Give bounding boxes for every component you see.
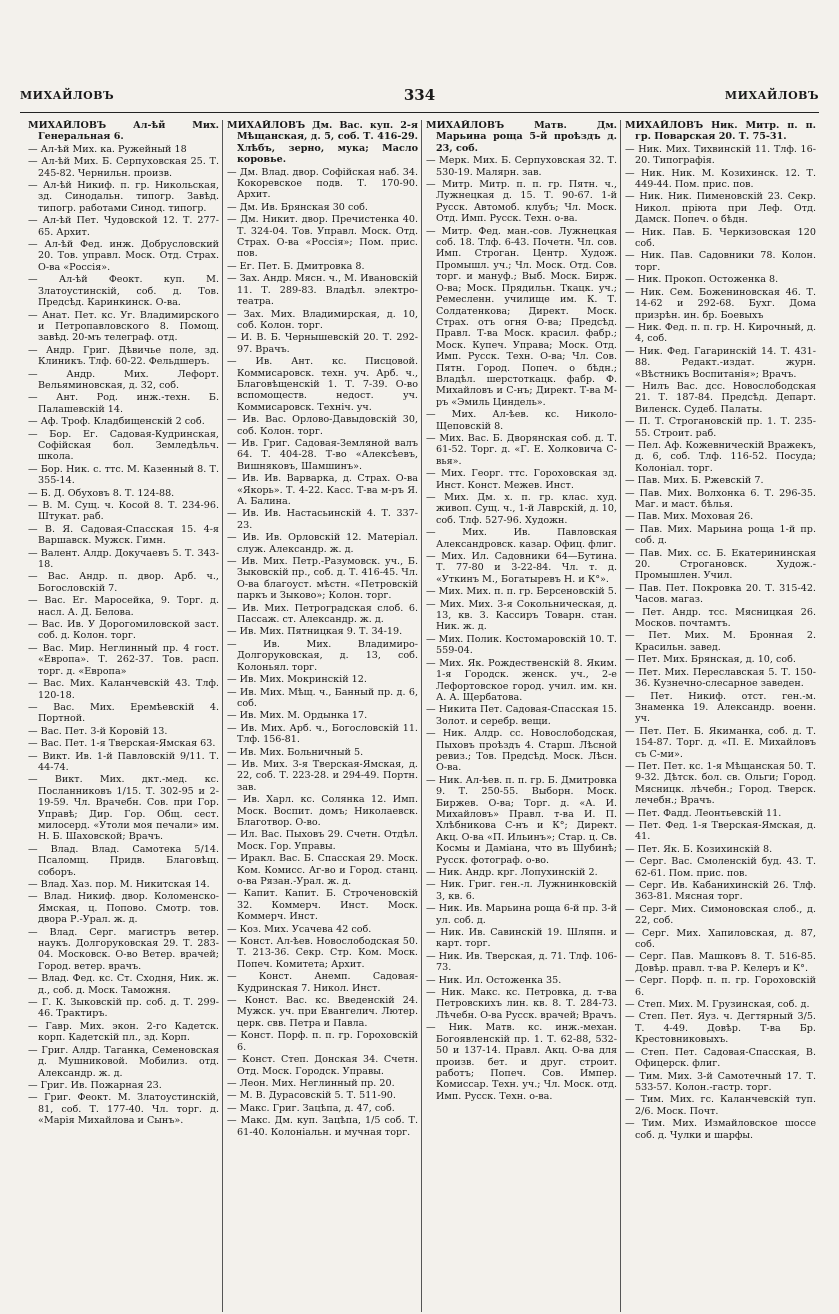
directory-entry: — Ник. Ив. Тверская, д. 71. Тлф. 106-73.: [426, 950, 617, 974]
directory-entry: — Ив. Григ. Садовая-Земляной валъ 64. Т. 404-28. Т-во «Алексѣевъ, Вишняковъ, Шамшинъ».: [227, 437, 418, 472]
directory-entry: — Б. Д. Обуховъ 8. Т. 124-88.: [28, 487, 175, 499]
directory-entry: — Ив. Мих. Арб. ч., Богословскій 11. Тлф. 156-81.: [227, 722, 418, 746]
directory-entry: — М. В. Дурасовскій 5. Т. 511-90.: [227, 1090, 396, 1102]
directory-entry: — Ник. Ник. М. Козихинск. 12. Т. 449-44. Пом. прис. пов.: [625, 167, 816, 191]
directory-entry: — Мих. Ал-ѣев. кс. Николо-Щеповскій 8.: [426, 409, 617, 432]
directory-entry: — Ив. Ив. Варварка, д. Страх. О-ва «Якорь». Т. 4-22. Касс. Т-ва м-ръ Я. А. Балина.: [227, 473, 418, 507]
running-head-right: МИХАЙЛОВЪ: [724, 89, 819, 102]
directory-entry: — Григ. Ив. Пожарная 23.: [28, 1079, 162, 1091]
directory-entry: — Степ. Пет. Яуз. ч. Дегтярный 3/5. Т. 4-49. Довѣр. Т-ва Бр. Крестовниковыхъ.: [625, 1011, 816, 1046]
directory-entry: — Серг. Пав. Машковъ 8. Т. 516-85. Довѣр. правл. т-ва Р. Келеръ и К°.: [625, 951, 816, 974]
directory-entry: — Мерк. Мих. Б. Серпуховская 32. Т. 530-19. Малярн. зав.: [426, 155, 617, 178]
directory-entry: — Митр. Митр. п. п. гр. Пятн. ч., Лужнецкая д. 15. Т. 90-67. 1-й Русск. Автомоб. клубъ; Чл. Моск. Отд. Имп. Русск. Техн. о-ва.: [426, 179, 617, 225]
directory-entry: — Леон. Мих. Неглинный пр. 20.: [227, 1077, 395, 1089]
directory-entry: — Вас. Мих. Еремѣевскій 4. Портной.: [28, 701, 219, 725]
directory-entry: — Дм. Никит. двор. Пречистенка 40. Т. 324-04. Тов. Управл. Моск. Отд. Страх. О-ва «Россія»; Пом. прис. пов.: [227, 214, 418, 260]
directory-entry: — П. Т. Строгановскій пр. 1. Т. 235-55. Строит. раб.: [625, 416, 816, 439]
directory-entry: — Ник. Ник. Пименовскій 23. Секр. Никол. пріюта при Леф. Отд. Дамск. Попеч. о бѣдн.: [625, 191, 816, 226]
directory-entry: — Вас. Андр. п. двор. Арб. ч., Богословскій 7.: [28, 571, 219, 594]
directory-entry: — Дм. Влад. двор. Софійская наб. 34. Кокоревское подв. Т. 170-90. Архит.: [227, 166, 418, 201]
directory-entry: — Вас. Пет. 1-я Тверская-Ямская 63.: [28, 738, 216, 750]
directory-entry: — Коз. Мих. Усачева 42 соб.: [227, 923, 372, 935]
directory-entry: — Ник. Андр. крг. Лопухинскій 2.: [426, 867, 598, 878]
directory-entry: — Степ. Пет. Садовая-Спасская, В. Офицерск. флиг.: [625, 1046, 816, 1070]
directory-entry: — Валент. Алдр. Докучаевъ 5. Т. 343-18.: [28, 547, 219, 571]
directory-entry: МИХАЙЛОВЪ Ал-ѣй Мих. Генеральная 6.: [28, 120, 219, 143]
directory-entry: — Ник. Сем. Божениновская 46. Т. 14-62 и 292-68. Бухг. Дома призрѣн. ин. бр. Боевыхъ: [625, 286, 816, 321]
directory-entry: — Бор. Ник. с. ттс. М. Казенный 8. Т. 355-14.: [28, 463, 219, 487]
directory-entry: — Григ. Феокт. М. Златоустинскій, 81, соб. Т. 177-40. Чл. торг. д. «Марія Михайлова и Сынъ».: [28, 1092, 219, 1127]
directory-entry: — Конст. Степ. Донская 34. Счетн. Отд. Моск. Городск. Управы.: [227, 1054, 418, 1077]
directory-entry: — Ник. Ил. Остоженка 35.: [426, 974, 562, 986]
directory-entry: — Пет. Андр. тсс. Мясницкая 26. Москов. почтамтъ.: [625, 606, 816, 630]
directory-entry: — Мих. Георг. ттс. Гороховская зд. Инст. Конст. Межев. Инст.: [426, 468, 617, 491]
directory-entry: — Вас. Ив. У Дорогомиловской заст. соб. д. Колон. торг.: [28, 619, 219, 642]
directory-entry: МИХАЙЛОВЪ Матв. Дм. Марьина роща 5-й проѣздъ д. 23, соб.: [426, 120, 617, 154]
directory-entry: — Мих. Дм. х. п. гр. клас. худ. живоп. Сущ. ч., 1-й Лаврскій, д. 10, соб. Тлф. 527-96. Художн.: [426, 492, 617, 526]
directory-entry: — Ник. Макс. кс. Петровка, д. т-ва Петровскихъ лин. кв. 8. Т. 284-73. Лѣчебн. О-ва Русск. врачей; Врачъ.: [426, 987, 617, 1021]
directory-entry: — Тим. Мих. 3-й Самотечный 17. Т. 533-57. Колон.-гастр. торг.: [625, 1070, 816, 1093]
directory-entry: — Аф. Троф. Кладбищенскій 2 соб.: [28, 416, 205, 428]
directory-entry: — Ив. Мих. Больничный 5.: [227, 746, 364, 758]
directory-entry: — Капит. Капит. Б. Строченовскій 32. Коммерч. Инст. Моск. Коммерч. Инст.: [227, 888, 418, 923]
directory-entry: — Ник. Фед. п. п. гр. Н. Кирочный, д. 4, соб.: [625, 321, 816, 345]
directory-entry: — Ал-ѣй Мих. ка. Ружейный 18: [28, 143, 187, 155]
directory-entry: — Ник. Пав. Б. Черкизовская 120 соб.: [625, 226, 816, 250]
directory-entry: — Пет. Як. Б. Козихинскій 8.: [625, 843, 773, 855]
column-1: [28, 120, 222, 1312]
directory-entry: — Митр. Фед. ман.-сов. Лужнецкая соб. 18. Тлф. 6-43. Почетн. Чл. сов. Имп. Строган. Центр. Худож. Промышл. уч.; Чл. Моск. Отд. Сов. торг. и мануф.; Выб. Моск. Бирж. О-ва; Моск. Прядильн. Ткацк. уч.; Ремесленн. училище им. К. Т. Солдатенкова; Директ. Моск. Страх. отъ огня О-ва; Предсѣд. Правл. Т-ва Моск. красил. фабр.; Моск. Купеч. Управа; Моск. Отд. Имп. Русск. Техн. О-ва; Чл. Сов. Пятн. Город. Попеч. о бѣдн.; Владѣл. шерстоткацк. фабр. Ф. Михайловъ и С-нъ; Директ. Т-ва М-ръ «Эмиль Циндель».: [426, 225, 617, 408]
directory-entry: — Ив. Мих. Петр.-Разумовск. уч., Б. Зыковскій пр., соб. д. Т. 416-45. Чл. О-ва благоуст. мѣстн. «Петровскій паркъ и Зыково»; Колон. торг.: [227, 556, 418, 602]
column-2: [222, 120, 421, 1312]
directory-entry: — Вас. Пет. 3-й Коровій 13.: [28, 725, 168, 737]
directory-entry: — Серг. Ив. Кабанихинскій 26. Тлф. 363-81. Мясная торг.: [625, 880, 816, 903]
directory-entry: — Влад. Хаз. пор. М. Никитская 14.: [28, 879, 210, 890]
directory-entry: — Ив. Вас. Орлово-Давыдовскій 30, соб. Колон. торг.: [227, 414, 418, 437]
columns: [28, 120, 819, 1312]
directory-entry: — Гавр. Мих. экон. 2-го Кадетск. корп. Кадетскій пл., зд. Корп.: [28, 1020, 219, 1044]
directory-entry: — Пав. Мих. Волхонка 6. Т. 296-35. Маг. и маст. бѣлья.: [625, 487, 816, 510]
directory-entry: — Пет. Фед. 1-я Тверская-Ямская, д. 41.: [625, 819, 816, 843]
header-rule: [20, 112, 819, 113]
directory-entry: — Ник. Ив. Марьина роща 6-й пр. 3-й ул. соб. д.: [426, 903, 617, 926]
directory-entry: — И. В. Б. Чернышевскій 20. Т. 292-97. Врачъ.: [227, 332, 418, 355]
directory-entry: — Влад. Фед. кс. Ст. Сходня, Ник. ж. д., соб. д. Моск. Таможня.: [28, 973, 219, 996]
directory-entry: — Вас. Мир. Неглинный пр. 4 гост. «Европа». Т. 262-37. Тов. расп. торг. д. «Европа»: [28, 642, 219, 677]
directory-entry: — Андр. Мих. Лефорт. Вельяминовская, д. 32, соб.: [28, 368, 219, 391]
directory-entry: — Мих. Як. Рождественскій 8. Яким. 1-я Городск. женск. уч., 2-е Лефортовское город. учил. им. кн. А. А. Щербатова.: [426, 657, 617, 703]
directory-entry: — Пет. Пет. кс. 1-я Мѣщанская 50. Т. 9-32. Дѣтск. бол. св. Ольги; Город. Мясницк. лѣчебн.; Город. Тверск. лечебн.; Врачъ.: [625, 760, 816, 807]
directory-entry: — Ник. Прокоп. Остоженка 8.: [625, 274, 779, 286]
directory-entry: — Ал-ѣй Никиф. п. гр. Никольская, зд. Синодальн. типогр. Завѣд. типогр. работами Синод. типогр.: [28, 180, 219, 214]
directory-entry: МИХАЙЛОВЪ Ник. Митр. п. п. гр. Поварская 20. Т. 75-31.: [625, 120, 816, 143]
directory-entry: — Мих. Ив. Павловская Александровск. казар. Офиц. флиг.: [426, 527, 617, 550]
directory-entry: — Пет. Мих. М. Бронная 2. Красильн. завед.: [625, 630, 816, 653]
directory-entry: — Ник. Матв. кс. инж.-механ. Богоявленскій пр. 1. Т. 62-88, 532-50 и 137-14. Правл. Акц. О-ва для произв. бет. и друг. строит. работъ; Попеч. Сов. Импер. Комиссар. Техн. уч.; Чл. Моск. отд. Имп. Русск. Техн. о-ва.: [426, 1022, 617, 1102]
directory-entry: — Пел. Аф. Кожевническій Вражекъ, д. 6, соб. Тлф. 116-52. Посуда; Колоніал. торг.: [625, 439, 816, 474]
column-4: [620, 120, 819, 1312]
directory-entry: — Вас. Ег. Маросейка, 9. Торг. д. насл. А. Д. Белова.: [28, 595, 219, 618]
directory-entry: — Ив. Харл. кс. Солянка 12. Имп. Моск. Воспит. домъ; Николаевск. Благотвор. О-во.: [227, 794, 418, 828]
directory-entry: — Пет. Никиф. отст. ген.-м. Знаменка 19. Александр. военн. уч.: [625, 690, 816, 725]
directory-entry: — Дм. Ив. Брянская 30 соб.: [227, 201, 368, 213]
directory-entry: — Серг. Мих. Хапиловская, д. 87, соб.: [625, 927, 816, 951]
directory-entry: — Мих. Ил. Садовники 64—Бутина. Т. 77-80 и 3-22-84. Чл. т. д. «Уткинъ М., Богатыревъ Н. и К°».: [426, 551, 617, 585]
directory-entry: — Пет. Мих. Брянская, д. 10, соб.: [625, 654, 796, 666]
running-head-left: МИХАЙЛОВЪ: [20, 89, 115, 102]
directory-entry: — Ник. Мих. Тихвинскій 11. Тлф. 16-20. Типографія.: [625, 143, 816, 167]
directory-entry: — Ник. Ал-ѣев. п. п. гр. Б. Дмитровка 9. Т. 250-55. Выборн. Моск. Биржев. О-ва; Торг. д. «А. И. Михайловъ» Правл. т-ва И. П. Хлѣбникова С-нъ и К°; Директ. Акц. О-ва «П. Ильинъ»; Стар. ц. Св. Космы и Дамiана, что въ Шубинѣ; Русск. фотограф. о-во.: [426, 774, 617, 866]
directory-entry: — Мих. Мих. 3-я Сокольническая, д. 13, кв. 3. Кассиръ Товарн. стан. Ник. ж. д.: [426, 598, 617, 633]
directory-entry: — Серг. Мих. Симоновская слоб., д. 22, соб.: [625, 903, 816, 927]
directory-entry: — Ник. Ив. Савинскій 19. Шляпн. и карт. торг.: [426, 927, 617, 950]
directory-entry: — Степ. Мих. М. Грузинская, соб. д.: [625, 999, 810, 1011]
directory-entry: — Ник. Пав. Садовники 78. Колон. торг.: [625, 250, 816, 273]
column-3: [421, 120, 620, 1312]
directory-entry: — Пав. Мих. Б. Ржевскій 7.: [625, 475, 764, 487]
directory-entry: — Влад. Влад. Самотека 5/14. Псаломщ. Придв. Благовѣщ. соборъ.: [28, 843, 219, 878]
directory-entry: — Андр. Григ. Дѣвичье поле, зд. Клиникъ. Тлф. 60-22. Фельдшеръ.: [28, 344, 219, 368]
directory-entry: — Пет. Пет. Б. Якиманка, соб. д. Т. 154-87. Торг. д. «П. Е. Михайловъ съ С-ми».: [625, 725, 816, 760]
directory-entry: — Ал-ѣй Фед. инж. Добрусловский 20. Тов. управл. Моск. Отд. Страх. О-ва «Россія».: [28, 239, 219, 273]
directory-entry: — Серг. Порф. п. п. гр. Гороховскій 6.: [625, 975, 816, 998]
directory-entry: — Пет. Мих. Переславская 5. Т. 150-36. Кузнечно-слесарное заведен.: [625, 666, 816, 690]
directory-entry: — Зах. Мих. Владимирская, д. 10, соб. Колон. торг.: [227, 308, 418, 331]
directory-entry: — В. Я. Садовая-Спасская 15. 4-я Варшавск. Мужск. Гимн.: [28, 523, 219, 547]
directory-entry: — Пет. Фадд. Леонтьевскій 11.: [625, 807, 782, 819]
directory-entry: — Тим. Мих. гс. Каланчевскій туп. 2/6. Моск. Почт.: [625, 1094, 816, 1117]
directory-entry: — Ив. Мих. 3-я Тверская-Ямская, д. 22, соб. Т. 223-28. и 294-49. Портн. зав.: [227, 758, 418, 793]
directory-entry: — Конст. Вас. кс. Введенскій 24. Мужск. уч. при Евангелич. Лютер. церк. свв. Петра и Павла.: [227, 995, 418, 1029]
directory-entry: — Ив. Мих. Мѣщ. ч., Банный пр. д. 6, соб.: [227, 686, 418, 709]
directory-entry: — Мих. Мих. п. п. гр. Берсеновскій 5.: [426, 586, 617, 598]
directory-entry: — Макс. Григ. Зацѣпа, д. 47, соб.: [227, 1102, 395, 1114]
directory-entry: — Мих. Полик. Костомаровскій 10. Т. 559-04.: [426, 633, 617, 657]
directory-entry: — Ник. Алдр. сс. Новослободская, Пыховъ проѣздъ 4. Старш. Лѣсной ревиз.; Тов. Предсѣд. Моск. Лѣсн. О-ва.: [426, 728, 617, 774]
directory-entry: — Конст. Порф. п. п. гр. Гороховскій 6.: [227, 1030, 418, 1053]
directory-entry: — Вас. Мих. Каланчевскій 43. Тлф. 120-18.: [28, 678, 219, 701]
directory-entry: — Ив. Ив. Орловскій 12. Матеріал. служ. Александр. ж. д.: [227, 532, 418, 555]
directory-entry: — Влад. Серг. магистръ ветер. наукъ. Долгоруковская 29. Т. 283-04. Московск. О-во Ветер. врачей; Город. ветер. врачъ.: [28, 926, 219, 972]
directory-entry: — Иракл. Вас. Б. Спасская 29. Моск. Ком. Комисс. Аг-во и Город. станц. о-ва Рязан.-Урал. ж. д.: [227, 853, 418, 887]
directory-entry: — Г. К. Зыковскій пр. соб. д. Т. 299-46. Трактиръ.: [28, 997, 219, 1020]
directory-entry: — Ал-ѣй Мих. Б. Серпуховская 25. Т. 245-82. Чернильн. произв.: [28, 156, 219, 179]
directory-entry: — Ив. Ив. Настасьинскій 4. Т. 337-23.: [227, 508, 418, 531]
directory-entry: — Никита Пет. Садовая-Спасская 15. Золот. и серебр. вещи.: [426, 704, 617, 727]
directory-entry: — Бор. Ег. Садовая-Кудринская, Софійская бол. Земледѣльч. школа.: [28, 428, 219, 463]
directory-entry: — Серг. Вас. Смоленскій буд. 43. Т. 62-61. Пом. прис. пов.: [625, 856, 816, 879]
directory-entry: — В. М. Сущ. ч. Косой 8. Т. 234-96. Штукат. раб.: [28, 500, 219, 523]
directory-entry: — Ант. Род. инж.-техн. Б. Палашевскій 14.: [28, 392, 219, 415]
directory-entry: — Ив. Ант. кс. Писцовой. Коммисаровск. техн. уч. Арб. ч., Благовѣщенскій 1. Т. 7-39. О-во вспомоществ. недост. уч. Коммисаровск. Техніч. уч.: [227, 356, 418, 413]
directory-entry: — Тим. Мих. Измайловское шоссе соб. д. Чулки и шарфы.: [625, 1118, 816, 1141]
directory-entry: — Мих. Вас. Б. Дворянская соб. д. Т. 61-52. Торг. д. «Г. Е. Холковича С-вья».: [426, 432, 617, 467]
directory-entry: — Макс. Дм. куп. Зацѣпа, 1/5 соб. Т. 61-40. Колоніальн. и мучная торг.: [227, 1115, 418, 1138]
directory-entry: — Пав. Мих. Марьина роща 1-й пр. соб. д.: [625, 523, 816, 547]
directory-entry: — Ал-ѣй Феокт. куп. М. Златоустинскій, соб. д. Тов. Предсѣд. Каринкинск. О-ва.: [28, 274, 219, 309]
directory-entry: — Зах. Андр. Мясн. ч., М. Ивановскій 11. Т. 289-83. Владѣл. электро-театра.: [227, 273, 418, 308]
directory-entry: — Ег. Пет. Б. Дмитровка 8.: [227, 260, 365, 272]
directory-entry: — Ил. Вас. Пыховъ 29. Счетн. Отдѣл. Моск. Гор. Управы.: [227, 829, 418, 852]
directory-entry: — Ив. Мих. М. Ордынка 17.: [227, 710, 368, 722]
directory-entry: — Конст. Анемп. Садовая-Кудринская 7. Никол. Инст.: [227, 971, 418, 994]
directory-entry: — Ив. Мих. Мокринскій 12.: [227, 674, 367, 686]
directory-entry: МИХАЙЛОВЪ Дм. Вас. куп. 2-я Мѣщанская, д. 5, соб. Т. 416-29. Хлѣбъ, зерно, мука; Масло коровье.: [227, 120, 418, 166]
directory-entry: — Анат. Пет. кс. Уг. Владимирского и Петропавловского 8. Помощ. завѣд. 20-мъ телеграф. отд.: [28, 309, 219, 344]
page-header: [20, 86, 819, 110]
directory-entry: — Влад. Никиф. двор. Коломенско-Ямская, ц. Попово. Смотр. тов. двора Р.-Урал. ж. д.: [28, 891, 219, 926]
directory-entry: — Нилъ Вас. дсс. Новослободская 21. Т. 187-84. Предсѣд. Департ. Виленск. Судеб. Палаты.: [625, 380, 816, 415]
directory-entry: — Ал-ѣй Пет. Чудовской 12. Т. 277-65. Архит.: [28, 215, 219, 238]
page-number: 334: [403, 86, 436, 104]
directory-entry: — Пав. Мих. сс. Б. Екатерининская 20. Строгановск. Худож.-Промышлен. Учил.: [625, 547, 816, 582]
directory-entry: — Конст. Ал-ѣев. Новослободская 50. Т. 213-36. Секр. Стр. Ком. Моск. Попеч. Комитета; Архит.: [227, 936, 418, 970]
directory-entry: — Григ. Алдр. Таганка, Семеновская д. Мушниковой. Мобилиз. отд. Александр. ж. д.: [28, 1044, 219, 1079]
directory-entry: — Викт. Ив. 1-й Павловскій 9/11. Т. 44-74.: [28, 750, 219, 773]
directory-entry: — Ник. Фед. Гагаринскій 14. Т. 431-88. Редакт.-издат. журн. «Вѣстникъ Воспитанія»; Врачъ.: [625, 345, 816, 380]
directory-entry: — Ив. Мих. Владимиро-Долгоруковская, д. 13, соб. Колоньял. торг.: [227, 638, 418, 673]
directory-entry: — Пав. Мих. Моховая 26.: [625, 511, 754, 523]
directory-entry: — Викт. Мих. дкт.-мед. кс. Посланниковъ 1/15. Т. 302-95 и 2-19-59. Чл. Врачебн. Сов. при Гор. Управѣ; Дир. Гор. Общ. сест. милосерд. «Утоли моя печали» им. Н. Б. Шаховской; Врачъ.: [28, 774, 219, 843]
directory-entry: — Пав. Пет. Покровка 20. Т. 315-42. Часов. магаз.: [625, 582, 816, 606]
directory-entry: — Ив. Мих. Петроградская слоб. 6. Пассаж. ст. Александр. ж. д.: [227, 602, 418, 626]
directory-entry: — Ив. Мих. Пятницкая 9. Т. 34-19.: [227, 626, 403, 638]
directory-entry: — Ник. Григ. ген.-л. Лужнинковскій 3, кв. 6.: [426, 879, 617, 902]
